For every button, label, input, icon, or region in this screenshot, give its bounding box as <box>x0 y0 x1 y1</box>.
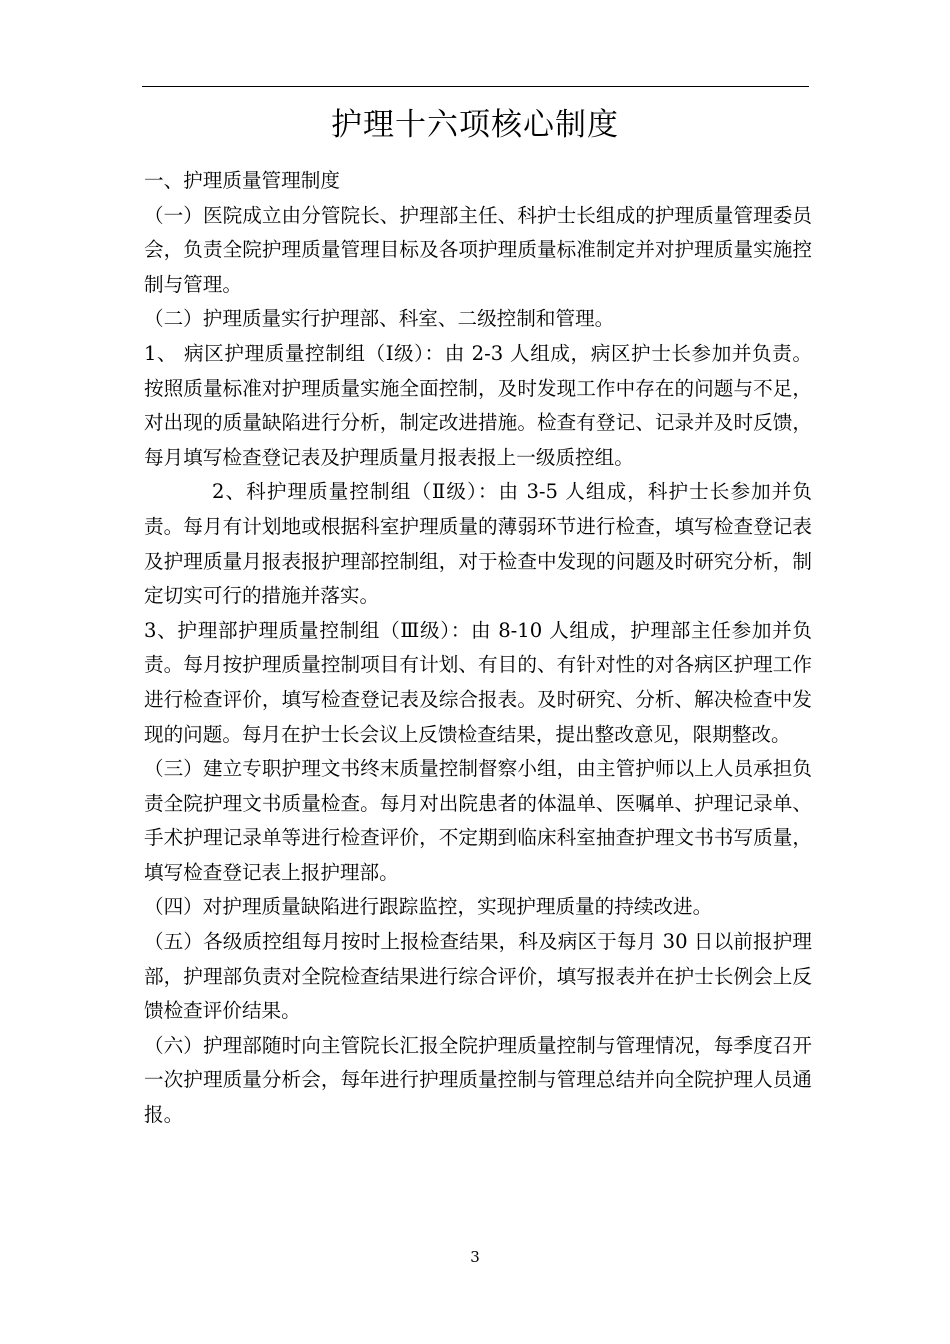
paragraph-defect-tracking: （四）对护理质量缺陷进行跟踪监控，实现护理质量的持续改进。 <box>144 895 713 919</box>
paragraph-control-levels: （二）护理质量实行护理部、科室、二级控制和管理。 <box>144 307 615 331</box>
paragraph-level-1-ward: 1、 病区护理质量控制组（Ⅰ级）：由 2-3 人组成，病区护士长参加并负责。按照质量标准对护理质量实施全面控制，及时发现工作中存在的问题与不足，对出现的质量缺陷进行分析，制定改进措施。检查有登记、记录并及时反馈，每月填写检查登记表及护理质量月报表报上一级质控组。 <box>144 341 812 469</box>
paragraph-level-2-department: 2、科护理质量控制组（Ⅱ级）：由 3-5 人组成，科护士长参加并负责。每月有计划地或根据科室护理质量的薄弱环节进行检查，填写检查登记表及护理质量月报表报护理部控制组，对于检查中发现的问题及时研究分析，制定切实可行的措施并落实。 <box>144 480 812 608</box>
paragraph-level-3-nursing-dept: 3、护理部护理质量控制组（Ⅲ级）：由 8-10 人组成，护理部主任参加并负责。每月按护理质量控制项目有计划、有目的、有针对性的对各病区护理工作进行检查评价，填写检查登记表及综合报表。及时研究、分析、解决检查中发现的问题。每月在护士长会议上反馈检查结果，提出整改意见，限期整改。 <box>144 618 812 746</box>
section-heading-quality-management: 一、护理质量管理制度 <box>144 169 340 192</box>
paragraph-documentation-supervision: （三）建立专职护理文书终末质量控制督察小组，由主管护师以上人员承担负责全院护理文书质量检查。每月对出院患者的体温单、医嘱单、护理记录单、手术护理记录单等进行检查评价，不定期到临床科室抽查护理文书书写质量，填写检查登记表上报护理部。 <box>144 757 812 884</box>
paragraph-monthly-reporting: （五）各级质控组每月按时上报检查结果，科及病区于每月 30 日以前报护理部，护理部负责对全院检查结果进行综合评价，填写报表并在护士长例会上反馈检查评价结果。 <box>144 930 812 1023</box>
document-body <box>144 164 812 1133</box>
page-number: 3 <box>470 1248 480 1266</box>
document-title: 护理十六项核心制度 <box>331 107 619 143</box>
paragraph-quarterly-analysis: （六）护理部随时向主管院长汇报全院护理质量控制与管理情况，每季度召开一次护理质量分析会，每年进行护理质量控制与管理总结并向全院护理人员通报。 <box>144 1033 812 1127</box>
header-rule <box>142 86 809 87</box>
paragraph-committee: （一）医院成立由分管院长、护理部主任、科护士长组成的护理质量管理委员会，负责全院护理质量管理目标及各项护理质量标准制定并对护理质量实施控制与管理。 <box>144 203 812 296</box>
